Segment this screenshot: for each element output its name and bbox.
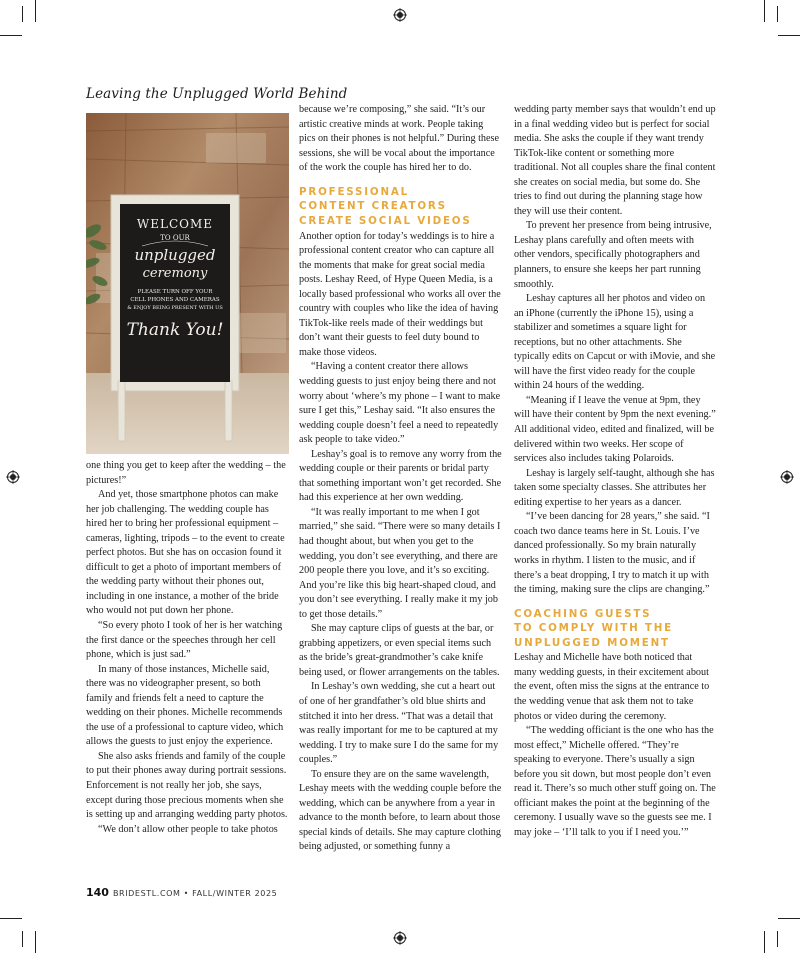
paragraph: one thing you get to keep after the wedding – the pictures!” [86, 460, 286, 486]
article-column-left [86, 459, 289, 837]
sign-text: & ENJOY BEING PRESENT WITH US [127, 305, 223, 311]
sign-text: TO OUR [160, 234, 190, 242]
paragraph: To prevent her presence from being intrusive, Leshay plans carefully and often meets with other vendors, specifically photographers and planners, to ensure she keeps her part running smoothly. [514, 220, 712, 290]
chalkboard-sign-photo [86, 113, 289, 454]
paragraph: Leshay captures all her photos and video on an iPhone (currently the iPhone 15), using a stabilizer and sometimes a square light for receptions, but no other attachments. She typically edits on Capcut or with iMovie, and she will have the first video ready for the couple within 24 hours of the wedding. [514, 293, 716, 392]
paragraph: And yet, those smartphone photos can make her job challenging. The wedding couple has hired her to bring her professional equipment – cameras, lighting, tripods – to the event to create perfect photos. But she has on occasion found it difficult to get a photo of important members of the wedding party without their phones out, including in one instance, a mother of the bride who would not put down her phone. [86, 489, 285, 617]
subheading-line: PROFESSIONAL [299, 185, 409, 198]
crop-mark [22, 6, 23, 22]
paragraph: “So every photo I took of her is her watching the first dance or the speeches through her cell phone, which is just sad.” [86, 620, 283, 661]
crop-mark [777, 6, 778, 22]
crop-mark [778, 918, 800, 919]
registration-mark-icon [6, 470, 20, 484]
crop-mark [778, 35, 800, 36]
section-title: Leaving the Unplugged World Behind [86, 86, 348, 102]
crop-mark [777, 931, 778, 947]
paragraph: To ensure they are on the same wavelength, Leshay meets with the wedding couple before the wedding, which can be anywhere from a year in advance to the month before, to learn about those special kinds of details. She may capture clothing being adjusted, or something funny a [299, 768, 502, 853]
publication-name: BRIDESTL.COM • FALL/WINTER 2025 [112, 889, 278, 898]
paragraph: She also asks friends and family of the couple to put their phones away during portrait sessions. Enforcement is not really her job, she says, except during those precious moments when she is setting up and arranging wedding party photos. [86, 750, 288, 821]
subheading-line: CONTENT CREATORS [299, 200, 447, 213]
crop-mark [0, 918, 22, 919]
article-column-middle [299, 103, 502, 855]
sign-text: CELL PHONES AND CAMERAS [130, 297, 220, 303]
paragraph: In many of those instances, Michelle said, there was no videographer present, so both family and friends felt a need to capture the wedding on their phones. Michelle recommends the use of a professional to capture video, which allows the guests to just enjoy the experience. [86, 663, 284, 748]
paragraph: “It was really important to me when I got married,” she said. “There were so many details I had thought about, but when you get to the wedding, you don’t see everything, and there are 200 people there you love, and it’s so exciting. And you’re like this big heart-shaped cloud, and you don’t see everything. I really make it my job to get those details.” [299, 506, 501, 620]
crop-mark [35, 931, 36, 953]
paragraph: Leshay is largely self-taught, although she has taken some specialty classes. She attributes her editing expertise to her years as a dancer. [514, 467, 715, 508]
subheading-line: COACHING GUESTS [514, 607, 652, 620]
paragraph: In Leshay’s own wedding, she cut a heart out of one of her grandfather’s old blue shirts and stitched it into her dress. “That was a detail that was really important for me to be captured at my wedding. I try to make sure I do the same for my couples.” [299, 681, 499, 766]
registration-mark-icon [393, 8, 407, 22]
subheading-coaching-guests [514, 607, 716, 651]
crop-mark [35, 0, 36, 22]
paragraph: Leshay’s goal is to remove any worry from the wedding couple or their parents or bridal party that something important won’t get recorded. She had this experience at her own wedding. [299, 448, 502, 504]
crop-mark [22, 931, 23, 947]
sign-text: unplugged [134, 246, 216, 264]
page-footer [86, 886, 277, 899]
subheading-line: TO COMPLY WITH THE [514, 622, 673, 635]
registration-mark-icon [393, 931, 407, 945]
chalkboard-illustration [86, 113, 289, 454]
paragraph: “Having a content creator there allows wedding guests to just enjoy being there and not worry about ‘where’s my phone – I want to make sure I get this,” Leshay said. “It also ensures the wedding couple doesn’t feel a need to repeatedly ask people to take video.” [299, 361, 501, 446]
paragraph: “Meaning if I leave the venue at 9pm, they will have their content by 9pm the next evening.” All additional video, edited and finalized, will be delivered within two weeks. Her scope of services also includes taking Polaroids. [514, 394, 716, 465]
paragraph: “We don’t allow other people to take photos [98, 823, 278, 835]
crop-mark [764, 931, 765, 953]
crop-mark [764, 0, 765, 22]
sign-text: Thank You! [126, 320, 224, 340]
paragraph: She may capture clips of guests at the bar, or grabbing appetizers, or even special items such as the bride’s great-grandmother’s cake knife being used, or flower arrangements on the tables. [299, 623, 500, 678]
sign-text: ceremony [142, 266, 208, 281]
paragraph: Another option for today’s weddings is to hire a professional content creator who can capture all the moments that make for great social media posts. Leshay Reed, of Hype Queen Media, is a locally based professional who works all over the country with couples who like the idea of having TikTok-like reels made of their weddings but don’t want their guests to feel duty bound to make those videos. [299, 230, 501, 358]
paragraph: “I’ve been dancing for 28 years,” she said. “I coach two dance teams here in St. Louis. I’ve danced professionally. So my brain naturally works in rhythm. I listen to the music, and if there’s a beat dropping, I try to match it up with the timing, making sure the clips are changing.” [514, 511, 710, 596]
article-column-right [514, 103, 716, 840]
subheading-line: CREATE SOCIAL VIDEOS [299, 214, 472, 227]
sign-text: PLEASE TURN OFF YOUR [137, 289, 213, 295]
crop-mark [0, 35, 22, 36]
subheading-line: UNPLUGGED MOMENT [514, 636, 670, 649]
subheading-professional-content-creators [299, 185, 502, 229]
paragraph: Leshay and Michelle have both noticed that many wedding guests, in their excitement about the event, often miss the signs at the entrance to the wedding venue that ask them not to take photos or video during the ceremony. [514, 652, 710, 722]
registration-mark-icon [780, 470, 794, 484]
sign-text: WELCOME [136, 217, 214, 231]
page-number: 140 [86, 886, 109, 899]
paragraph: because we’re composing,” she said. “It’s our artistic creative minds at work. People taking pics on their phones is not helpful.” During these sessions, she will be vocal about the importance of the work the couple has hired her to do. [299, 104, 500, 174]
paragraph: “The wedding officiant is the one who has the most effect,” Michelle offered. “They’re speaking to everyone. There’s usually a sign before you sit down, but most people don’t even read it. There’s so much other stuff going on. The officiant makes the point at the beginning of the ceremony. I usually wave so the guests see me. I may joke – ‘I’ll talk to you if I need you.’” [514, 725, 716, 838]
paragraph: wedding party member says that wouldn’t end up in a final wedding video but is perfect for social media. She asks the couple if they want trendy TikTok-like content or something more traditional. Not all couples share the final content she creates on social media, but some do. She tries to find out during the planning stage how they will use their content. [514, 104, 716, 217]
